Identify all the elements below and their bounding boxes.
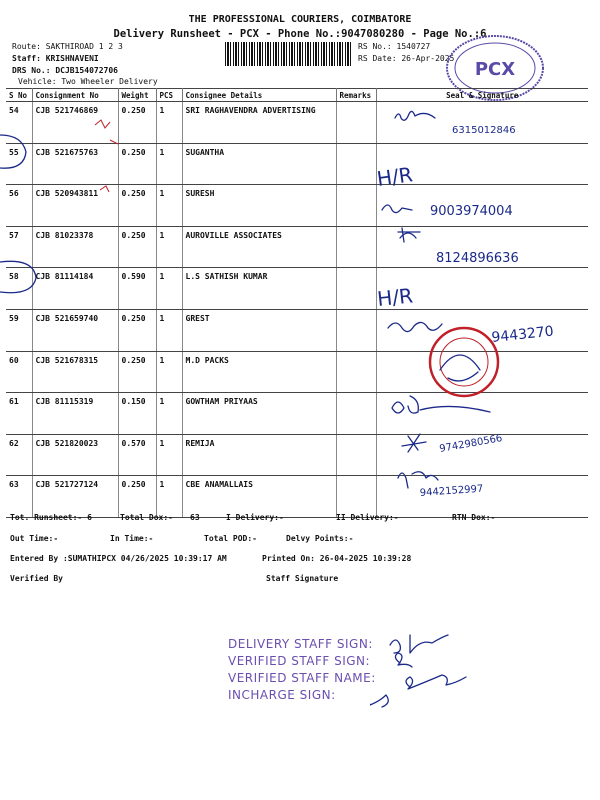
delivery-staff-sign: DELIVERY STAFF SIGN: bbox=[228, 637, 373, 651]
delivery-staff-signature bbox=[390, 635, 448, 653]
signature-59 bbox=[388, 322, 442, 331]
weight: 0.250 bbox=[118, 351, 156, 393]
pcs: 1 bbox=[156, 351, 182, 393]
sno: 60 bbox=[6, 351, 32, 393]
signature-57 bbox=[398, 228, 420, 242]
verified-staff-sign: VERIFIED STAFF SIGN: bbox=[228, 654, 371, 668]
i-delivery: I Delivery:- bbox=[226, 513, 284, 522]
consignee: L.S SATHISH KUMAR bbox=[182, 268, 336, 310]
company-title: THE PROFESSIONAL COURIERS, COIMBATORE bbox=[188, 14, 412, 25]
consignee: SUGANTHA bbox=[182, 143, 336, 185]
sign-stamp-block bbox=[228, 636, 376, 704]
rs-number: RS No.: 1540727 bbox=[358, 42, 431, 51]
signature-62 bbox=[402, 434, 426, 452]
sno: 59 bbox=[6, 309, 32, 351]
signature-55: H/R bbox=[375, 162, 415, 191]
consignee: SRI RAGHAVENDRA ADVERTISING bbox=[182, 102, 336, 144]
circle-mark-58 bbox=[0, 261, 36, 292]
pcs: 1 bbox=[156, 434, 182, 476]
rs-date: RS Date: 26-Apr-2025 bbox=[358, 54, 455, 63]
pcs: 1 bbox=[156, 476, 182, 518]
signature-63 bbox=[398, 472, 438, 488]
signature-62-text: 9742980566 bbox=[438, 433, 504, 455]
consignment-no: CJB 521675763 bbox=[32, 143, 118, 185]
in-time: In Time:- bbox=[110, 534, 154, 543]
col-consignment: Consignment No bbox=[32, 89, 118, 102]
signature-58: H/R bbox=[376, 283, 415, 311]
consignee: AUROVILLE ASSOCIATES bbox=[182, 226, 336, 268]
consignee: REMIJA bbox=[182, 434, 336, 476]
consignee: CBE ANAMALLAIS bbox=[182, 476, 336, 518]
entered-by: Entered By :SUMATHIPCX 04/26/2025 10:39:17 AM bbox=[10, 554, 227, 563]
consignment-no: CJB 521678315 bbox=[32, 351, 118, 393]
total-dox-value: 63 bbox=[190, 513, 200, 522]
incharge-signature bbox=[370, 695, 388, 707]
consignment-no: CJB 81114184 bbox=[32, 268, 118, 310]
pcs: 1 bbox=[156, 309, 182, 351]
incharge-sign: INCHARGE SIGN: bbox=[228, 688, 336, 702]
signature-56-text: 9003974004 bbox=[430, 204, 513, 219]
consignee: GOWTHAM PRIYAAS bbox=[182, 393, 336, 435]
printed-on: Printed On: 26-04-2025 10:39:28 bbox=[262, 554, 412, 563]
signature-57-text: 8124896636 bbox=[436, 251, 519, 266]
consignment-no: CJB 521820023 bbox=[32, 434, 118, 476]
consignee: GREST bbox=[182, 309, 336, 351]
signature-59-text: 9443270 bbox=[490, 323, 555, 346]
pcs: 1 bbox=[156, 393, 182, 435]
weight: 0.250 bbox=[118, 226, 156, 268]
signature-54 bbox=[395, 111, 435, 120]
pcs: 1 bbox=[156, 226, 182, 268]
col-consignee: Consignee Details bbox=[182, 89, 336, 102]
sno: 54 bbox=[6, 102, 32, 144]
consignment-no: CJB 521746869 bbox=[32, 102, 118, 144]
rtn-dox: RTN Dox:- bbox=[452, 513, 496, 522]
staff-signature: Staff Signature bbox=[266, 574, 339, 583]
vehicle-label: Vehicle: Two Wheeler Delivery bbox=[18, 77, 158, 86]
svg-text:PCX: PCX bbox=[474, 59, 516, 80]
verified-staff-signature bbox=[395, 653, 412, 667]
pcs: 1 bbox=[156, 102, 182, 144]
sno: 55 bbox=[6, 143, 32, 185]
sno: 63 bbox=[6, 476, 32, 518]
pcs: 1 bbox=[156, 268, 182, 310]
consignment-no: CJB 521659740 bbox=[32, 309, 118, 351]
route-label: Route: SAKTHIROAD 1 2 3 bbox=[12, 42, 123, 51]
consignee: M.D PACKS bbox=[182, 351, 336, 393]
weight: 0.250 bbox=[118, 102, 156, 144]
weight: 0.570 bbox=[118, 434, 156, 476]
sno: 62 bbox=[6, 434, 32, 476]
consignment-no: CJB 81115319 bbox=[32, 393, 118, 435]
col-pcs: PCS bbox=[156, 89, 182, 102]
sno: 57 bbox=[6, 226, 32, 268]
verified-by: Verified By bbox=[10, 574, 63, 583]
signature-54-text: 6315012846 bbox=[452, 125, 516, 136]
red-ink-mark bbox=[95, 120, 118, 192]
delvy-points: Delvy Points:- bbox=[286, 534, 354, 543]
verified-staff-name-signature bbox=[406, 675, 466, 689]
runsheet-subtitle: Delivery Runsheet - PCX - Phone No.:9047080280 - Page No.:6 bbox=[113, 28, 487, 40]
col-sno: S No bbox=[6, 89, 32, 102]
pcs: 1 bbox=[156, 185, 182, 227]
circle-mark-55 bbox=[0, 135, 26, 168]
sno: 56 bbox=[6, 185, 32, 227]
col-weight: Weight bbox=[118, 89, 156, 102]
weight: 0.590 bbox=[118, 268, 156, 310]
out-time: Out Time:- bbox=[10, 534, 59, 543]
consignment-no: CJB 520943811 bbox=[32, 185, 118, 227]
ii-delivery: II Delivery:- bbox=[336, 513, 399, 522]
total-pod: Total POD:- bbox=[204, 534, 257, 543]
sno: 58 bbox=[6, 268, 32, 310]
col-signature: Seal & Signature bbox=[376, 89, 588, 102]
sno: 61 bbox=[6, 393, 32, 435]
signature-60 bbox=[440, 355, 480, 381]
drs-label: DRS No.: DCJB154072706 bbox=[12, 66, 118, 75]
weight: 0.250 bbox=[118, 476, 156, 518]
staff-label: Staff: KRISHNAVENI bbox=[12, 54, 99, 63]
signature-56 bbox=[382, 205, 412, 213]
col-remarks: Remarks bbox=[336, 89, 376, 102]
consignee: SURESH bbox=[182, 185, 336, 227]
signature-61 bbox=[392, 396, 490, 413]
stamp-signatures bbox=[370, 615, 510, 715]
tot-runsheet: Tot. Runsheet:- 6 bbox=[10, 513, 92, 522]
verified-staff-name: VERIFIED STAFF NAME: bbox=[228, 671, 376, 685]
total-dox-label: Total Dox:- bbox=[120, 513, 173, 522]
weight: 0.150 bbox=[118, 393, 156, 435]
weight: 0.250 bbox=[118, 143, 156, 185]
weight: 0.250 bbox=[118, 309, 156, 351]
pcs: 1 bbox=[156, 143, 182, 185]
signature-63-text: 9442152997 bbox=[419, 483, 484, 499]
weight: 0.250 bbox=[118, 185, 156, 227]
consignment-no: CJB 521727124 bbox=[32, 476, 118, 518]
consignment-no: CJB 81023378 bbox=[32, 226, 118, 268]
